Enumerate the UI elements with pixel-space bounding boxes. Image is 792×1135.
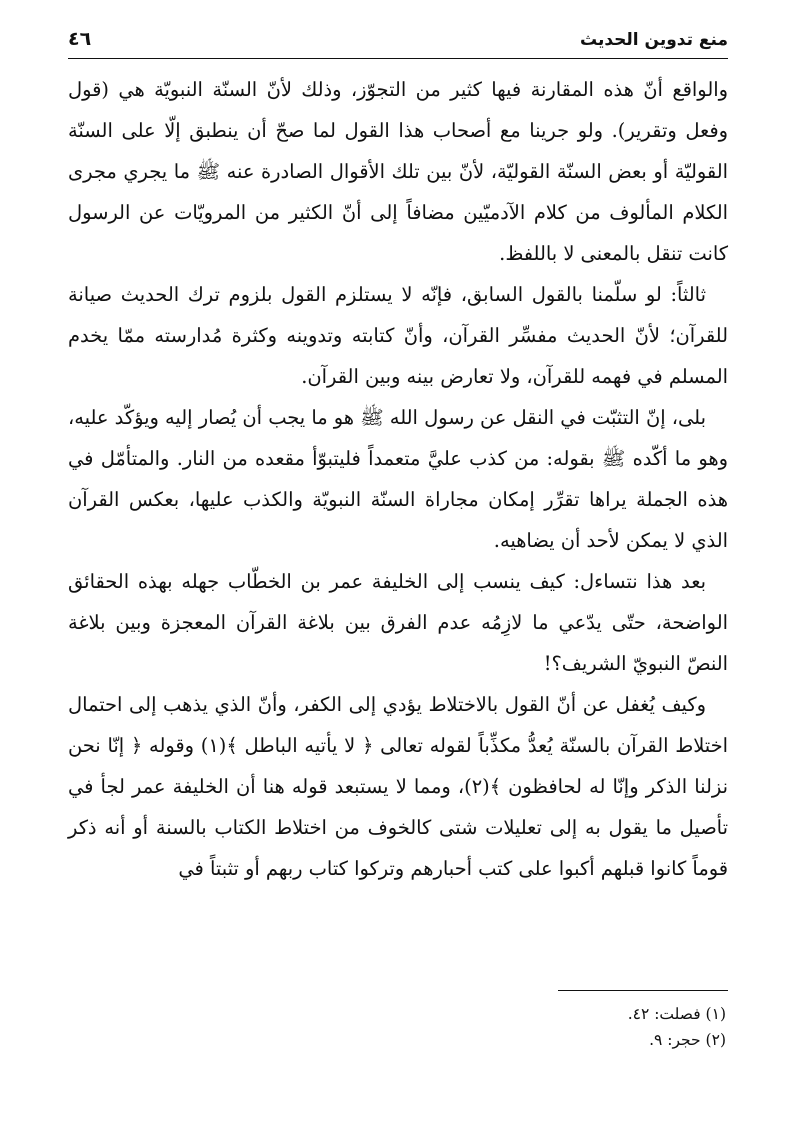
paragraph-3: بلى، إنّ التثبّت في النقل عن رسول الله ﷺ هو ما يجب أن يُصار إليه ويؤكّد عليه، وهو ما أكّده ﷺ بقوله: من كذب عليَّ متعمداً فليتبوّأ مقعده من النار. والمتأمّل في هذه الجملة يراها تقرِّر إمكان مجاراة السنّة النبويّة والكذب عليها، بعكس القرآن الذي لا يمكن لأحد أن يضاهيه. [68, 406, 728, 552]
running-title: منع تدوين الحديث [579, 30, 728, 50]
page-number: ٤٦ [68, 28, 92, 50]
footnotes [68, 990, 728, 1053]
book-page [68, 24, 728, 1114]
footnote-1: (١) فصلت: ٤٢. [627, 1005, 726, 1023]
paragraph-4: بعد هذا نتساءل: كيف ينسب إلى الخليفة عمر بن الخطّاب جهله بهذه الحقائق الواضحة، حتّى يدّعي ما لازِمُه عدم الفرق بين بلاغة القرآن المعجزة وبين بلاغة النصّ النبويّ الشريف؟! [68, 570, 728, 675]
body-text [68, 69, 728, 889]
footnote-2: (٢) حجر: ٩. [649, 1031, 726, 1049]
paragraph-5: وكيف يُغفل عن أنّ القول بالاختلاط يؤدي إلى الكفر، وأنّ الذي يذهب إلى احتمال اختلاط القرآن بالسنّة يُعدُّ مكذِّباً لقوله تعالى ﴿ لا يأتيه الباطل ﴾(١) وقوله ﴿ إنّا نحن نزلنا الذكر وإنّا له لحافظون ﴾(٢)، ومما لا يستبعد قوله هنا أن الخليفة عمر لجأ في تأصيل ما يقول به إلى تعليلات شتى كالخوف من اختلاط الكتاب بالسنة أو أنه ذكر قوماً كانوا قبلهم أكبوا على كتب أحبارهم وتركوا كتاب ربهم أو تثبتاً في [68, 693, 728, 880]
paragraph-2: ثالثاً: لو سلّمنا بالقول السابق، فإنّه لا يستلزم القول بلزوم ترك الحديث صيانة للقرآن؛ لأنّ الحديث مفسِّر القرآن، وأنّ كتابته وتدوينه وكثرة مُدارسته ممّا يخدم المسلم في فهمه للقرآن، ولا تعارض بينه وبين القرآن. [68, 283, 728, 388]
page-header [68, 24, 728, 59]
paragraph-1: والواقع أنّ هذه المقارنة فيها كثير من التجوّز، وذلك لأنّ السنّة النبويّة هي (قول وفعل وتقرير). ولو جرينا مع أصحاب هذا القول لما صحّ أن ينطبق إلّا على السنّة القوليّة أو بعض السنّة القوليّة، لأنّ بين تلك الأقوال الصادرة عنه ﷺ ما يجري مجرى الكلام المألوف من كلام الآدميّين مضافاً إلى أنّ الكثير من المرويّات عن الرسول كانت تنقل بالمعنى لا باللفظ. [68, 78, 728, 265]
footnote-divider [558, 990, 728, 991]
